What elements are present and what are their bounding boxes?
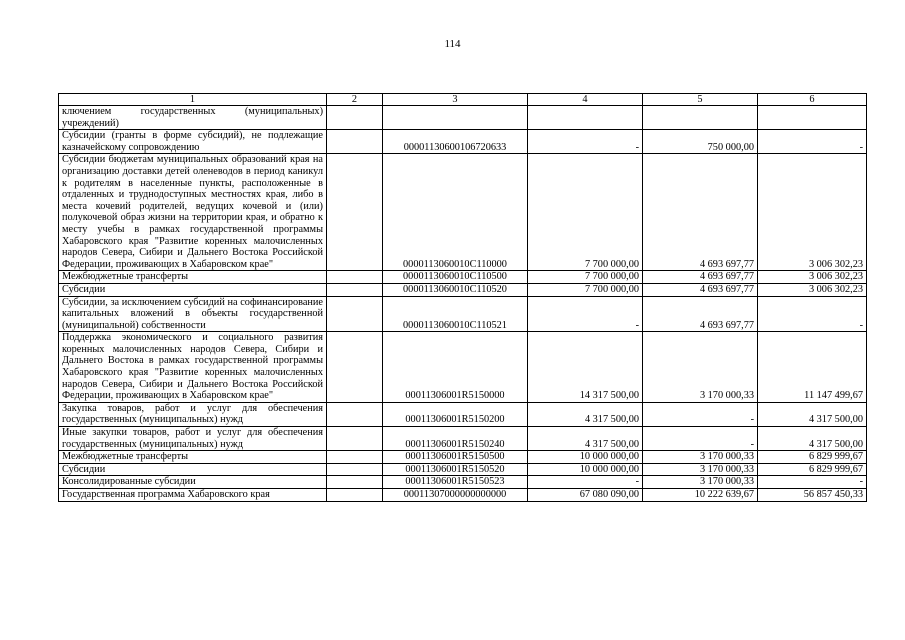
row-col4: - — [528, 130, 643, 154]
row-col5: 4 693 697,77 — [643, 283, 758, 296]
table-row — [59, 106, 867, 130]
row-code: 00011306001R5150500 — [383, 451, 528, 464]
row-col4: 10 000 000,00 — [528, 451, 643, 464]
row-col5: 3 170 000,33 — [643, 476, 758, 489]
row-col5: 10 222 639,67 — [643, 489, 758, 502]
row-code: 0000113060010C110000 — [383, 154, 528, 271]
header-row — [59, 94, 867, 106]
row-col6: - — [758, 130, 867, 154]
row-col2 — [327, 130, 383, 154]
row-col6: 3 006 302,23 — [758, 154, 867, 271]
row-description: Межбюджетные трансферты — [59, 451, 327, 464]
column-header: 2 — [327, 94, 383, 106]
table-row — [59, 476, 867, 489]
column-header: 6 — [758, 94, 867, 106]
row-code — [383, 106, 528, 130]
row-col2 — [327, 451, 383, 464]
row-code: 00011306001R5150240 — [383, 427, 528, 451]
table-row — [59, 402, 867, 426]
table-row — [59, 489, 867, 502]
row-col5: 4 693 697,77 — [643, 296, 758, 332]
table-row — [59, 296, 867, 332]
column-header: 3 — [383, 94, 528, 106]
row-description: Субсидии бюджетам муниципальных образований края на организацию доставки детей оленеводов в период каникул к родителям в населенные пункты, расположенные в отдаленных и труднодоступных местностях края, либо в места кочевий родителей, ведущих кочевой и (или) полукочевой образ жизни на территории края, и обратно к месту учебы в рамках государственной программы Хабаровского края "Развитие коренных малочисленных народов Севера, Сибири и Дальнего Востока Российской Федерации, проживающих в Хабаровском крае" — [59, 154, 327, 271]
row-description: Иные закупки товаров, работ и услуг для обеспечения государственных (муниципальных) нужд — [59, 427, 327, 451]
row-col5: 3 170 000,33 — [643, 463, 758, 476]
row-col5: - — [643, 402, 758, 426]
row-col4: 7 700 000,00 — [528, 154, 643, 271]
row-code: 00011306001R5150523 — [383, 476, 528, 489]
row-description: Субсидии — [59, 283, 327, 296]
row-col5: - — [643, 427, 758, 451]
row-description: Субсидии (гранты в форме субсидий), не подлежащие казначейскому сопровождению — [59, 130, 327, 154]
table-row — [59, 283, 867, 296]
row-col4: 4 317 500,00 — [528, 427, 643, 451]
row-col2 — [327, 332, 383, 403]
row-col2 — [327, 463, 383, 476]
row-col6: 6 829 999,67 — [758, 451, 867, 464]
row-code: 00011306001R5150520 — [383, 463, 528, 476]
table-row — [59, 130, 867, 154]
row-col6: 56 857 450,33 — [758, 489, 867, 502]
column-header: 1 — [59, 94, 327, 106]
row-code: 00001130600106720633 — [383, 130, 528, 154]
table-row — [59, 427, 867, 451]
column-header: 5 — [643, 94, 758, 106]
row-col5: 4 693 697,77 — [643, 154, 758, 271]
row-description: Межбюджетные трансферты — [59, 271, 327, 284]
row-col6: 3 006 302,23 — [758, 271, 867, 284]
row-col2 — [327, 271, 383, 284]
row-col4: - — [528, 296, 643, 332]
row-description: Консолидированные субсидии — [59, 476, 327, 489]
row-description: Закупка товаров, работ и услуг для обеспечения государственных (муниципальных) нужд — [59, 402, 327, 426]
column-header: 4 — [528, 94, 643, 106]
row-col4: 67 080 090,00 — [528, 489, 643, 502]
row-col2 — [327, 402, 383, 426]
row-code: 0000113060010C110520 — [383, 283, 528, 296]
row-col4 — [528, 106, 643, 130]
row-col2 — [327, 476, 383, 489]
row-code: 00011306001R5150200 — [383, 402, 528, 426]
row-col4: 10 000 000,00 — [528, 463, 643, 476]
row-description: Поддержка экономического и социального развития коренных малочисленных народов Севера, Сибири и Дальнего Востока в рамках государственной программы Хабаровского края "Развитие коренных малочисленных народов Севера, Сибири и Дальнего Востока Российской Федерации, проживающих в Хабаровском крае" — [59, 332, 327, 403]
row-description: Субсидии — [59, 463, 327, 476]
row-col5: 750 000,00 — [643, 130, 758, 154]
row-col6 — [758, 106, 867, 130]
table-row — [59, 154, 867, 271]
row-code: 00011307000000000000 — [383, 489, 528, 502]
row-col6: 6 829 999,67 — [758, 463, 867, 476]
row-col5: 3 170 000,33 — [643, 332, 758, 403]
table-row — [59, 271, 867, 284]
row-col2 — [327, 296, 383, 332]
table-row — [59, 463, 867, 476]
row-col2 — [327, 154, 383, 271]
table-row — [59, 451, 867, 464]
row-col6: 4 317 500,00 — [758, 402, 867, 426]
row-col4: 4 317 500,00 — [528, 402, 643, 426]
row-col5: 3 170 000,33 — [643, 451, 758, 464]
row-col6: 4 317 500,00 — [758, 427, 867, 451]
row-col6: - — [758, 296, 867, 332]
row-col2 — [327, 283, 383, 296]
row-description: ключением государственных (муниципальных) учреждений) — [59, 106, 327, 130]
row-code: 0000113060010C110521 — [383, 296, 528, 332]
row-col5 — [643, 106, 758, 130]
page-number: 114 — [444, 38, 461, 50]
row-col6: 11 147 499,67 — [758, 332, 867, 403]
table-row — [59, 332, 867, 403]
row-code: 00011306001R5150000 — [383, 332, 528, 403]
row-col4: 7 700 000,00 — [528, 283, 643, 296]
row-col2 — [327, 106, 383, 130]
row-col2 — [327, 427, 383, 451]
budget-table — [58, 93, 867, 502]
row-col6: 3 006 302,23 — [758, 283, 867, 296]
row-col6: - — [758, 476, 867, 489]
row-col2 — [327, 489, 383, 502]
row-col4: - — [528, 476, 643, 489]
row-col4: 14 317 500,00 — [528, 332, 643, 403]
row-description: Государственная программа Хабаровского края — [59, 489, 327, 502]
row-col4: 7 700 000,00 — [528, 271, 643, 284]
row-description: Субсидии, за исключением субсидий на софинансирование капитальных вложений в объекты государственной (муниципальной) собственности — [59, 296, 327, 332]
row-col5: 4 693 697,77 — [643, 271, 758, 284]
row-code: 0000113060010C110500 — [383, 271, 528, 284]
